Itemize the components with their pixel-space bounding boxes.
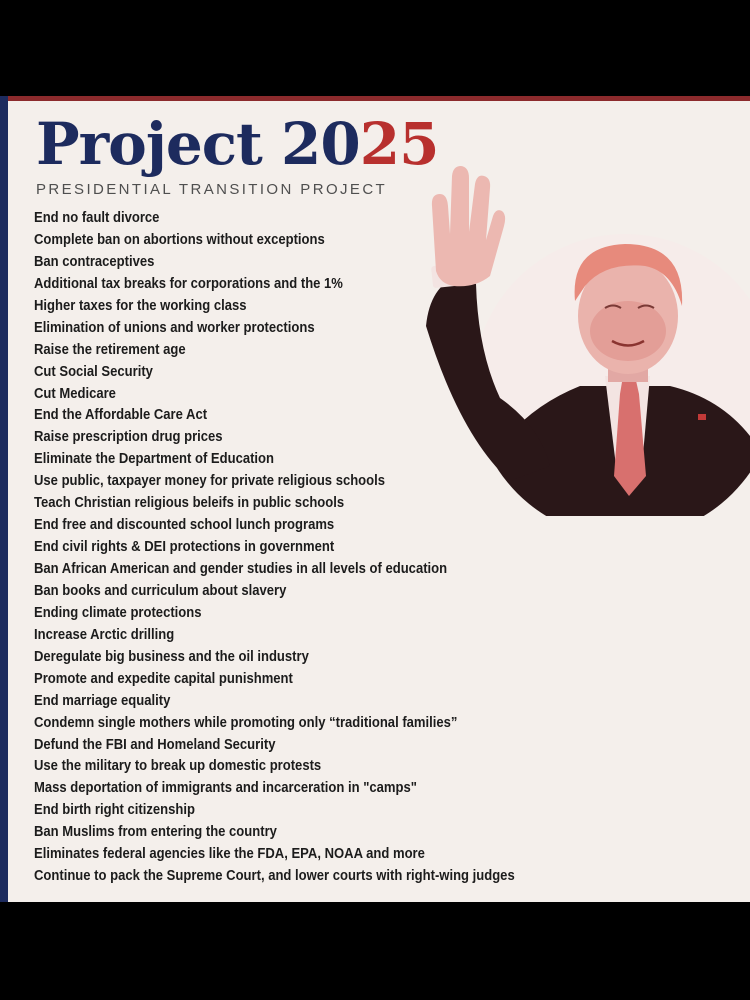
title-part-navy: Project 20: [36, 110, 360, 178]
agenda-item: Ban books and curriculum about slavery: [34, 582, 287, 599]
page-subtitle: PRESIDENTIAL TRANSITION PROJECT: [36, 181, 388, 198]
agenda-item: End birth right citizenship: [34, 802, 195, 819]
agenda-item: Mass deportation of immigrants and incarceration in "camps": [34, 780, 417, 797]
agenda-list: [34, 208, 594, 888]
agenda-item: Raise prescription drug prices: [34, 429, 223, 446]
agenda-item: Use the military to break up domestic protests: [34, 758, 322, 775]
agenda-item: Complete ban on abortions without exceptions: [34, 231, 325, 248]
left-accent-bar: [0, 96, 8, 902]
page-title: [36, 110, 438, 178]
agenda-item: Teach Christian religious beleifs in public schools: [34, 495, 345, 512]
agenda-item: Deregulate big business and the oil industry: [34, 648, 309, 665]
agenda-item: End civil rights & DEI protections in government: [34, 539, 335, 556]
agenda-item: Eliminates federal agencies like the FDA, EPA, NOAA and more: [34, 846, 425, 863]
agenda-item: Eliminate the Department of Education: [34, 451, 275, 468]
agenda-item: End marriage equality: [34, 692, 171, 709]
agenda-item: Cut Social Security: [34, 363, 153, 380]
agenda-item: Elimination of unions and worker protections: [34, 319, 315, 336]
agenda-item: Continue to pack the Supreme Court, and lower courts with right-wing judges: [34, 868, 515, 885]
agenda-item: Defund the FBI and Homeland Security: [34, 736, 276, 753]
agenda-item: Ban contraceptives: [34, 253, 155, 270]
agenda-item: Use public, taxpayer money for private religious schools: [34, 473, 386, 490]
agenda-item: Higher taxes for the working class: [34, 297, 247, 314]
agenda-item: Ending climate protections: [34, 604, 202, 621]
agenda-item: Condemn single mothers while promoting only “traditional families”: [34, 714, 458, 731]
agenda-item: Cut Medicare: [34, 385, 116, 402]
agenda-item: End no fault divorce: [34, 210, 160, 226]
agenda-item: Additional tax breaks for corporations and the 1%: [34, 275, 343, 292]
agenda-item: End free and discounted school lunch programs: [34, 517, 335, 534]
poster: [0, 96, 750, 902]
agenda-item: Raise the retirement age: [34, 341, 186, 358]
agenda-item: Increase Arctic drilling: [34, 626, 175, 643]
agenda-item: Ban African American and gender studies in all levels of education: [34, 561, 448, 577]
agenda-item: Ban Muslims from entering the country: [34, 824, 277, 841]
top-accent-bar: [0, 96, 750, 101]
title-part-red: 25: [359, 110, 439, 178]
agenda-item: Promote and expedite capital punishment: [34, 670, 293, 687]
agenda-item: End the Affordable Care Act: [34, 407, 208, 424]
